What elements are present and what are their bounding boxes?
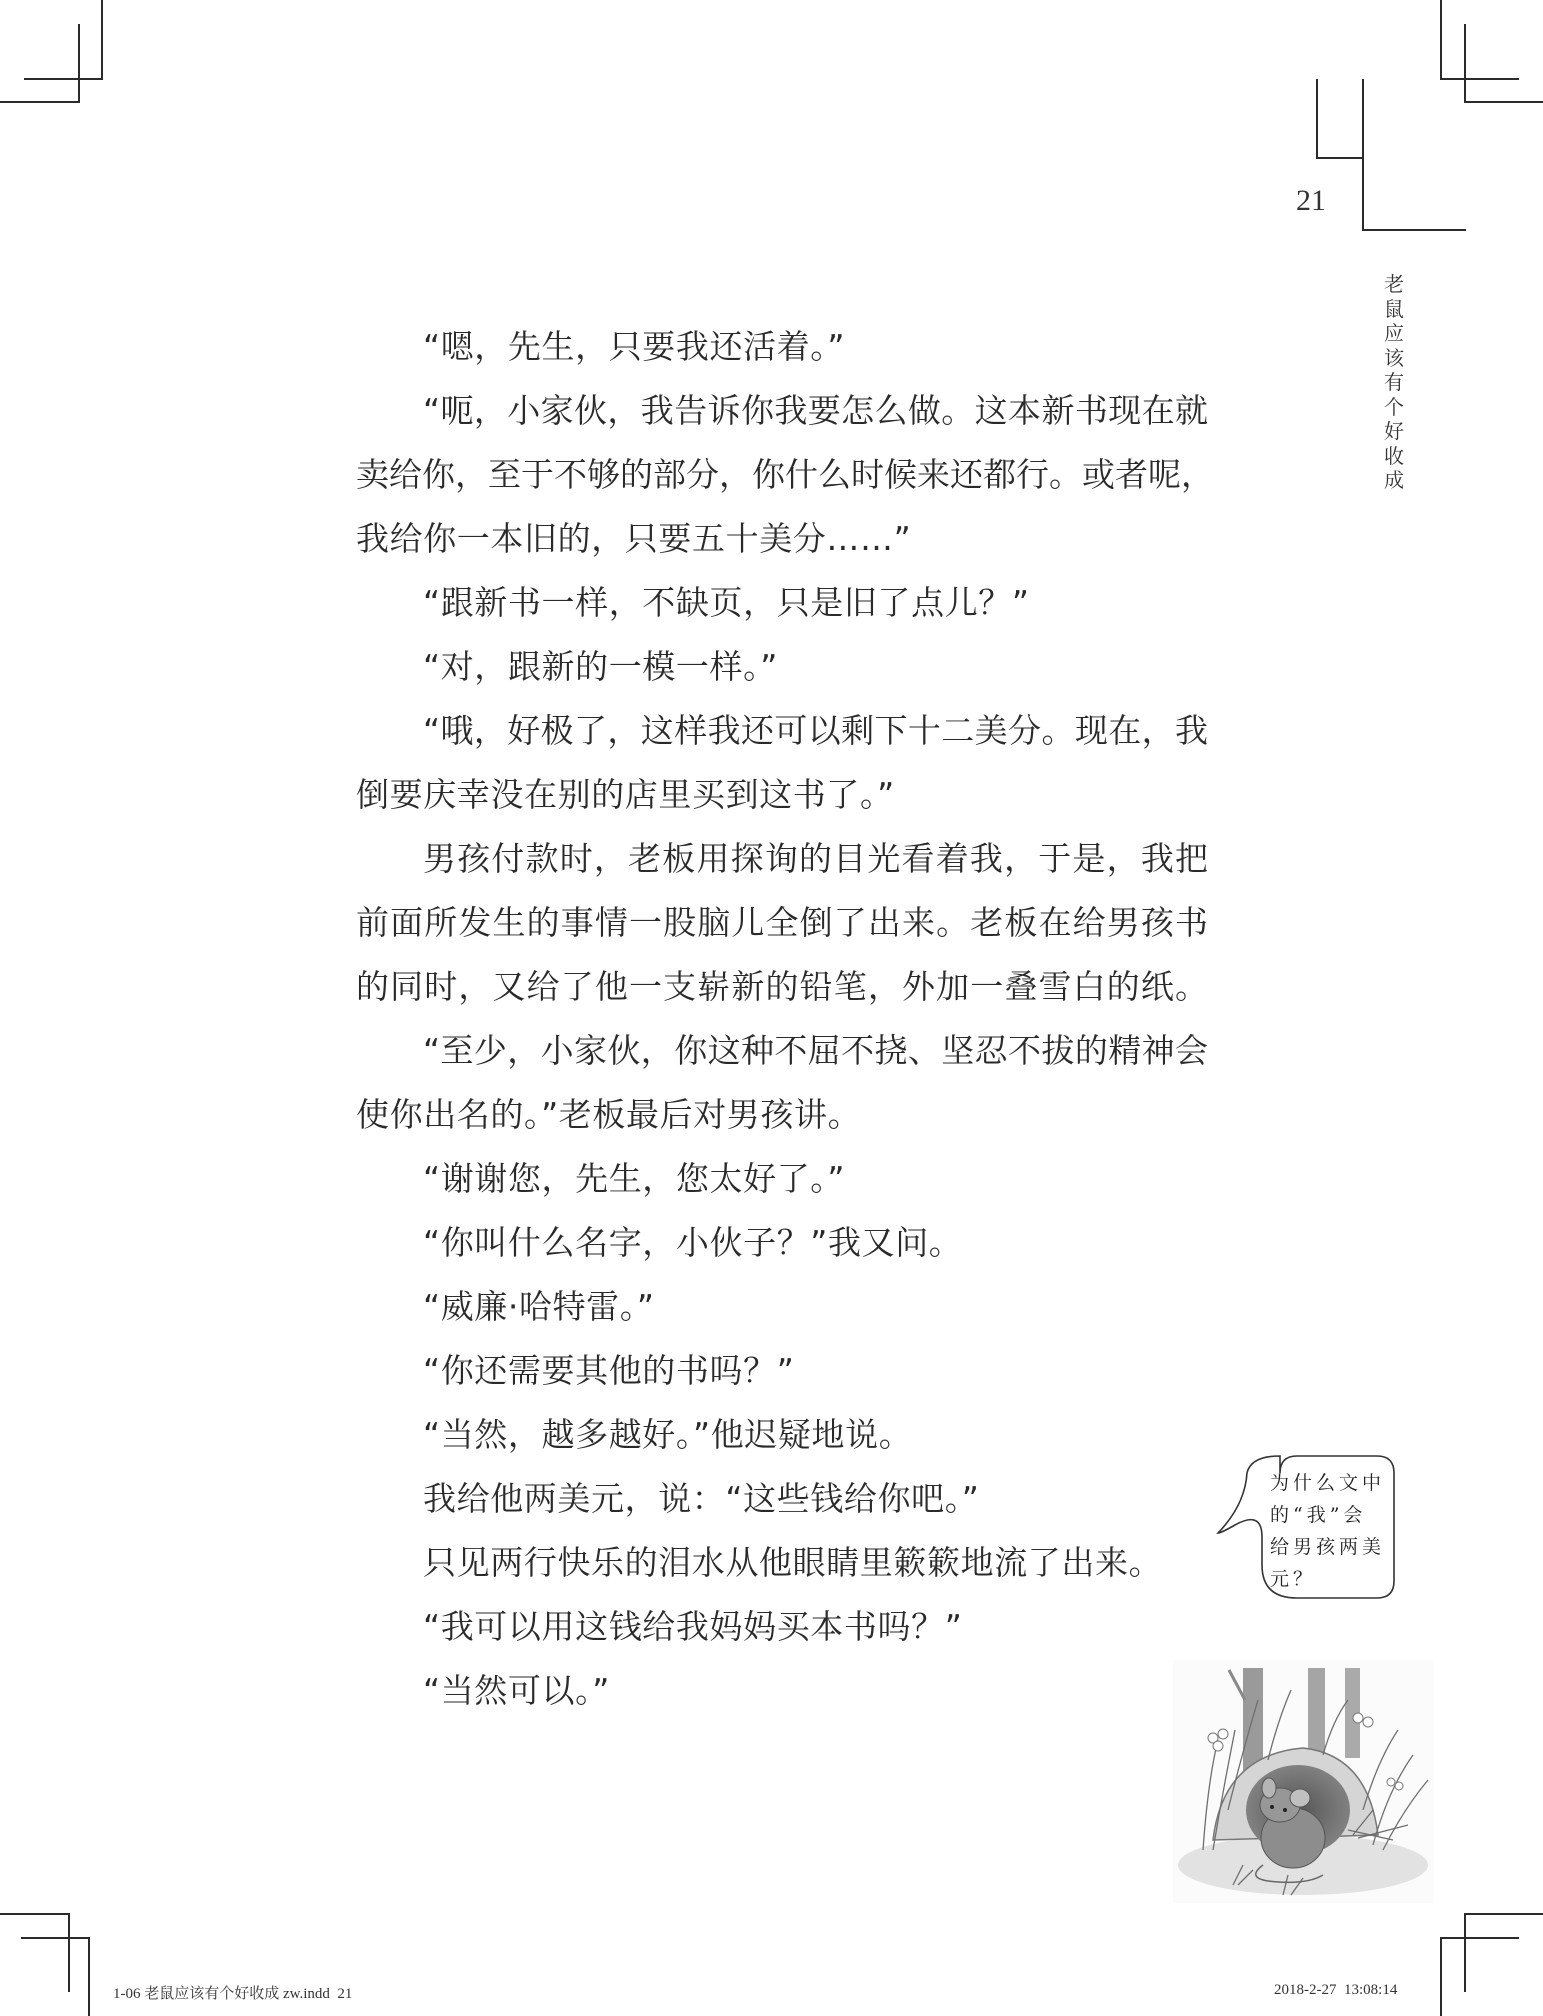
text-line: 使你出名的。”老板最后对男孩讲。 [356, 1095, 862, 1134]
crop-mark [24, 78, 103, 80]
crop-mark [0, 1913, 69, 1915]
text-line: 只见两行快乐的泪水从他眼睛里簌簌地流了出来。 [423, 1543, 1163, 1582]
header-rule [1362, 79, 1364, 230]
header-rule [1316, 79, 1318, 158]
header-rule [1362, 229, 1466, 231]
text-line: “跟新书一样，不缺页，只是旧了点儿？” [423, 583, 1030, 622]
text-line: “威廉·哈特雷。” [423, 1287, 655, 1326]
question-bubble [1260, 1455, 1395, 1600]
text-line: “对，跟新的一模一样。” [423, 647, 778, 686]
crop-mark [0, 101, 80, 103]
crop-mark [1464, 101, 1543, 103]
text-line: 前面所发生的事情一股脑儿全倒了出来。老板在给男孩书 [356, 903, 1208, 942]
crop-mark [1440, 1937, 1519, 1939]
text-line: “我可以用这钱给我妈妈买本书吗？” [423, 1607, 963, 1646]
question-text: 为什么文中的“我”会给男孩两美元？ [1270, 1472, 1386, 1590]
text-line: 倒要庆幸没在别的店里买到这书了。” [356, 775, 895, 814]
text-line: 的同时，又给了他一支崭新的铅笔，外加一叠雪白的纸。 [356, 967, 1208, 1006]
crop-mark [1440, 1937, 1442, 2016]
text-line: “你还需要其他的书吗？” [423, 1351, 795, 1390]
running-title: 老鼠应该有个好收成 [1384, 272, 1404, 492]
crop-mark [21, 1937, 90, 1939]
crop-mark [78, 24, 80, 103]
header-rule [1316, 157, 1363, 159]
footer-timestamp: 2018-2-27 13:08:14 [1274, 1982, 1398, 1998]
crop-mark [1440, 78, 1519, 80]
crop-mark [1464, 1913, 1543, 1915]
text-line: “你叫什么名字，小伙子？”我又问。 [423, 1223, 963, 1262]
text-line: “谢谢您，先生，您太好了。” [423, 1159, 846, 1198]
text-line: “至少，小家伙，你这种不屈不挠、坚忍不拔的精神会 [423, 1031, 1208, 1070]
mouse-sketch-image [1173, 1660, 1433, 1903]
crop-mark [1464, 24, 1466, 103]
text-line: 我给他两美元，说：“这些钱给你吧。” [423, 1479, 980, 1518]
crop-mark [88, 1937, 90, 2016]
text-line: “嗯，先生，只要我还活着。” [423, 327, 846, 366]
text-line: “呃，小家伙，我告诉你我要怎么做。这本新书现在就 [423, 391, 1208, 430]
crop-mark [101, 0, 103, 79]
text-line: “哦，好极了，这样我还可以剩下十二美分。现在，我 [423, 711, 1208, 750]
text-line: 男孩付款时，老板用探询的目光看着我，于是，我把 [423, 839, 1208, 878]
crop-mark [68, 1913, 70, 1992]
mouse-illustration [1173, 1660, 1433, 1903]
page-number: 21 [1296, 184, 1326, 217]
crop-mark [1440, 0, 1442, 79]
text-line: 我给你一本旧的，只要五十美分……” [356, 519, 912, 558]
text-line: 卖给你，至于不够的部分，你什么时候来还都行。或者呢， [356, 455, 1214, 494]
crop-mark [1464, 1913, 1466, 1992]
text-line: “当然，越多越好。”他迟疑地说。 [423, 1415, 913, 1454]
text-line: “当然可以。” [423, 1671, 610, 1710]
footer-file-info: 1-06 老鼠应该有个好收成 zw.indd 21 [113, 1986, 353, 2002]
body-text [356, 325, 1214, 1733]
